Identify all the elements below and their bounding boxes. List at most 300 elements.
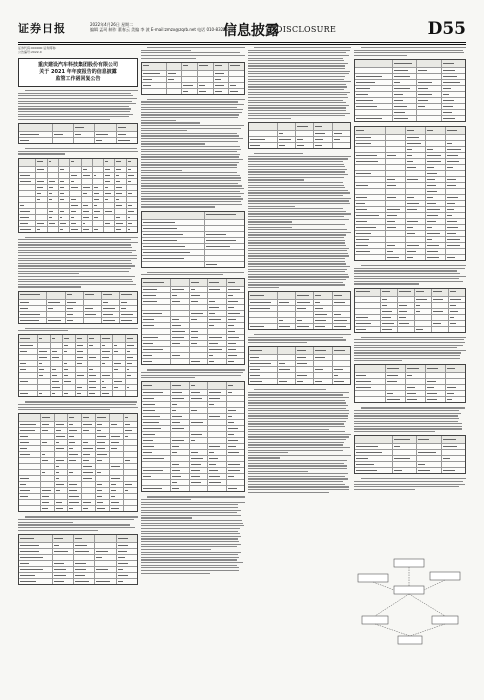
table-cell (445, 153, 465, 158)
table-cell (116, 543, 137, 548)
table-cell (249, 312, 277, 317)
text-line (141, 499, 191, 500)
table-cell (385, 177, 405, 182)
text-line (141, 536, 241, 537)
text-line (248, 452, 288, 453)
table-cell (114, 173, 125, 178)
text-line (248, 161, 343, 162)
table-row (355, 230, 465, 236)
table-cell (397, 315, 414, 320)
table-cell (125, 367, 137, 372)
text-line (248, 94, 347, 95)
table-cell (405, 147, 425, 152)
company-name: 重庆建设汽车科技集团股份有限公司 (37, 62, 118, 68)
table-cell (189, 402, 208, 407)
table-cell (405, 183, 425, 188)
table-cell (37, 349, 49, 354)
table-cell (226, 426, 245, 431)
table-row (142, 449, 244, 455)
table-cell (58, 203, 69, 208)
table-cell (355, 201, 385, 206)
table-cell (116, 561, 137, 566)
text-line (141, 175, 240, 176)
table-cell (441, 436, 465, 443)
table-cell (313, 300, 331, 305)
data-table (18, 413, 138, 512)
table-cell (94, 573, 115, 578)
text-line (25, 401, 137, 402)
table-cell (249, 361, 277, 366)
table-cell (114, 179, 125, 184)
table-cell (445, 147, 465, 152)
table-cell (37, 361, 49, 366)
table-row (355, 176, 465, 182)
table-cell (445, 373, 465, 378)
table-row (355, 254, 465, 260)
text-line (141, 196, 241, 197)
text-line (248, 203, 350, 204)
table-cell (166, 83, 182, 88)
text-line (25, 148, 137, 149)
table-cell (181, 71, 197, 76)
table-cell (392, 456, 416, 461)
table-cell (355, 80, 392, 85)
text-line (248, 397, 349, 398)
table-cell (67, 422, 81, 427)
table-cell (405, 153, 425, 158)
table-cell (81, 452, 95, 457)
table-cell (83, 306, 101, 311)
table-cell (109, 452, 123, 457)
table-cell (94, 561, 115, 566)
text-line (141, 204, 242, 205)
table-cell (19, 385, 37, 390)
text-line (354, 410, 459, 411)
table-cell (19, 191, 35, 196)
page-number: D55 (427, 19, 466, 39)
table-cell (81, 197, 92, 202)
table-cell (109, 470, 123, 475)
table-cell (92, 227, 103, 232)
table-cell (47, 221, 58, 226)
text-line (248, 166, 345, 167)
table-cell (416, 98, 440, 103)
table-cell (142, 335, 170, 340)
table-cell (226, 456, 245, 461)
text-line (141, 50, 191, 51)
text-line (18, 258, 137, 259)
table-cell (95, 458, 109, 463)
table-cell (416, 68, 440, 73)
table-cell (50, 349, 62, 354)
table-cell (40, 428, 54, 433)
table-cell (142, 408, 170, 413)
table-row (249, 123, 350, 130)
table-cell (112, 355, 124, 360)
text-line (141, 117, 238, 118)
table-cell (114, 167, 125, 172)
table-row (142, 231, 244, 237)
table-row (19, 178, 137, 184)
table-cell (213, 77, 229, 82)
table-cell (142, 456, 170, 461)
table-cell (355, 213, 385, 218)
text-line (248, 89, 344, 90)
table-cell (277, 361, 295, 366)
text-line (248, 100, 343, 101)
table-cell (405, 397, 425, 402)
table-cell (385, 397, 405, 402)
table-cell (100, 379, 112, 384)
text-line (141, 549, 211, 550)
text-line (248, 339, 346, 340)
text-line (18, 116, 129, 117)
table-cell (123, 476, 137, 481)
table-cell (445, 397, 465, 402)
table-cell (228, 63, 244, 70)
table-cell (100, 391, 112, 396)
text-line (18, 119, 110, 120)
table-cell (170, 382, 189, 389)
text-line (248, 279, 346, 280)
table-cell (355, 219, 385, 224)
table-cell (47, 185, 58, 190)
table-cell (277, 143, 295, 148)
table-cell (355, 147, 385, 152)
table-cell (425, 127, 445, 134)
table-cell (249, 367, 277, 372)
table-cell (50, 391, 62, 396)
table-cell (100, 335, 112, 342)
table-cell (249, 318, 277, 323)
table-row (19, 433, 137, 439)
text-line (248, 156, 351, 157)
table-cell (313, 318, 331, 323)
table-cell (295, 137, 313, 142)
table-cell (355, 92, 392, 97)
table-cell (125, 349, 137, 354)
table-cell (166, 77, 182, 82)
text-line (141, 570, 239, 571)
table-cell (123, 482, 137, 487)
table-cell (58, 185, 69, 190)
table-cell (100, 385, 112, 390)
table-row (19, 457, 137, 463)
table-row (19, 311, 137, 317)
text-line (248, 410, 349, 411)
table-row (19, 475, 137, 481)
table-row (19, 166, 137, 172)
table-cell (109, 482, 123, 487)
table-cell (142, 220, 204, 225)
table-cell (355, 444, 392, 449)
table-cell (67, 452, 81, 457)
text-line (248, 261, 345, 262)
table-cell (380, 289, 397, 296)
table-cell (313, 292, 331, 299)
table-cell (405, 135, 425, 140)
table-cell (35, 191, 46, 196)
table-cell (249, 324, 277, 329)
structure-diagram (354, 556, 466, 654)
text-line (248, 84, 346, 85)
table-cell (50, 361, 62, 366)
table-row (142, 431, 244, 437)
table-cell (416, 116, 440, 121)
table-cell (226, 299, 245, 304)
table-cell (441, 110, 465, 115)
table-cell (441, 60, 465, 67)
table-cell (445, 379, 465, 384)
table-cell (54, 488, 68, 493)
table-row (142, 249, 244, 255)
table-cell (189, 414, 208, 419)
table-cell (204, 244, 244, 249)
table-row (142, 212, 244, 219)
table-cell (355, 86, 392, 91)
table-cell (119, 292, 137, 299)
table-cell (207, 450, 226, 455)
table-cell (19, 373, 37, 378)
text-line (248, 269, 347, 270)
table-cell (73, 555, 94, 560)
text-line (141, 120, 176, 121)
table-cell (47, 203, 58, 208)
table-cell (126, 173, 137, 178)
table-cell (142, 426, 170, 431)
text-line (354, 339, 464, 340)
table-cell (414, 315, 431, 320)
text-line (354, 426, 462, 427)
table-cell (40, 500, 54, 505)
table-cell (19, 500, 40, 505)
text-line (248, 113, 350, 114)
table-cell (313, 324, 331, 329)
table-cell (35, 167, 46, 172)
table-cell (416, 456, 440, 461)
table-cell (81, 476, 95, 481)
headline-line-1: 关于 2021 年年度报告的信息披露 (39, 69, 117, 75)
table-cell (392, 98, 416, 103)
table-cell (87, 385, 99, 390)
table-cell (67, 440, 81, 445)
table-cell (73, 549, 94, 554)
body-text (248, 47, 351, 119)
table-cell (142, 262, 204, 267)
table-cell (95, 482, 109, 487)
table-cell (405, 219, 425, 224)
table-cell (207, 299, 226, 304)
table-row (19, 159, 137, 166)
text-line (248, 86, 347, 87)
table-cell (213, 63, 229, 70)
table-cell (114, 209, 125, 214)
table-cell (62, 385, 74, 390)
text-line (141, 109, 243, 110)
table-cell (58, 227, 69, 232)
table-row (355, 443, 465, 449)
table-cell (189, 438, 208, 443)
table-cell (81, 464, 95, 469)
table-cell (355, 243, 385, 248)
table-cell (445, 243, 465, 248)
text-line (18, 271, 129, 272)
text-line (141, 185, 242, 186)
table-cell (65, 306, 83, 311)
table-cell (47, 159, 58, 166)
table-cell (75, 373, 87, 378)
table-cell (58, 197, 69, 202)
table-cell (119, 300, 137, 305)
table-row (19, 505, 137, 511)
table-cell (114, 159, 125, 166)
table-cell (189, 408, 208, 413)
table-cell (92, 173, 103, 178)
table-cell (397, 321, 414, 326)
table-row (19, 208, 137, 214)
table-cell (67, 434, 81, 439)
table-cell (414, 327, 431, 332)
diagram-box (430, 572, 460, 580)
table-cell (295, 143, 313, 148)
table-cell (332, 143, 350, 148)
table-cell (207, 402, 226, 407)
table-cell (94, 579, 115, 584)
text-line (248, 52, 346, 53)
text-line (248, 110, 346, 111)
table-cell (50, 367, 62, 372)
table-cell (142, 329, 170, 334)
table-cell (95, 452, 109, 457)
text-line (248, 169, 347, 170)
table-cell (54, 464, 68, 469)
table-cell (414, 309, 431, 314)
table-cell (226, 432, 245, 437)
text-line (248, 426, 345, 427)
table-cell (19, 306, 46, 311)
table-cell (441, 450, 465, 455)
table-cell (170, 279, 189, 286)
table-cell (385, 207, 405, 212)
data-table (18, 291, 138, 324)
table-cell (295, 306, 313, 311)
table-cell (249, 292, 277, 299)
table-cell (95, 414, 109, 421)
text-line (248, 187, 345, 188)
table-cell (226, 311, 245, 316)
table-cell (37, 373, 49, 378)
table-cell (101, 300, 119, 305)
table-cell (416, 60, 440, 67)
text-line (248, 232, 351, 233)
table-cell (109, 422, 123, 427)
table-cell (19, 215, 35, 220)
table-cell (92, 179, 103, 184)
text-line (248, 457, 280, 458)
table-cell (81, 458, 95, 463)
text-line (248, 450, 343, 451)
table-cell (67, 500, 81, 505)
text-line (141, 538, 238, 539)
table-cell (425, 379, 445, 384)
text-line (18, 276, 135, 277)
text-line (354, 52, 464, 53)
text-line (248, 266, 350, 267)
table-cell (92, 203, 103, 208)
table-cell (123, 464, 137, 469)
table-row (355, 115, 465, 121)
text-line (248, 58, 343, 59)
table-cell (431, 327, 448, 332)
text-line (141, 372, 243, 373)
table-cell (207, 468, 226, 473)
table-cell (189, 426, 208, 431)
table-cell (19, 440, 40, 445)
table-cell (109, 506, 123, 511)
table-row (142, 455, 244, 461)
table-cell (405, 237, 425, 242)
table-cell (425, 159, 445, 164)
table-cell (81, 440, 95, 445)
table-cell (425, 255, 445, 260)
table-cell (81, 221, 92, 226)
table-cell (58, 179, 69, 184)
table-cell (226, 293, 245, 298)
table-cell (119, 306, 137, 311)
table-cell (123, 458, 137, 463)
table-cell (95, 488, 109, 493)
table-cell (295, 123, 313, 130)
table-cell (405, 159, 425, 164)
table-cell (100, 343, 112, 348)
table-cell (75, 379, 87, 384)
table-cell (197, 77, 213, 82)
table-cell (109, 414, 123, 421)
table-cell (189, 468, 208, 473)
table-cell (313, 143, 331, 148)
table-cell (405, 365, 425, 372)
table-cell (40, 446, 54, 451)
table-cell (397, 303, 414, 308)
body-text (141, 496, 245, 573)
table-row (355, 73, 465, 79)
table-cell (207, 456, 226, 461)
table-cell (332, 306, 350, 311)
table-cell (226, 474, 245, 479)
text-line (361, 265, 466, 266)
table-row (19, 560, 137, 566)
table-row (19, 131, 137, 137)
table-cell (189, 279, 208, 286)
table-row (142, 425, 244, 431)
table-row (142, 304, 244, 310)
data-table (248, 122, 351, 149)
table-row (142, 401, 244, 407)
table-cell (126, 227, 137, 232)
table-cell (313, 137, 331, 142)
table-cell (170, 329, 189, 334)
table-cell (405, 243, 425, 248)
table-cell (207, 359, 226, 364)
table-cell (54, 476, 68, 481)
text-line (141, 107, 237, 108)
table-cell (83, 312, 101, 317)
table-cell (40, 494, 54, 499)
table-cell (416, 444, 440, 449)
text-line (354, 345, 463, 346)
table-cell (448, 303, 465, 308)
table-cell (295, 324, 313, 329)
